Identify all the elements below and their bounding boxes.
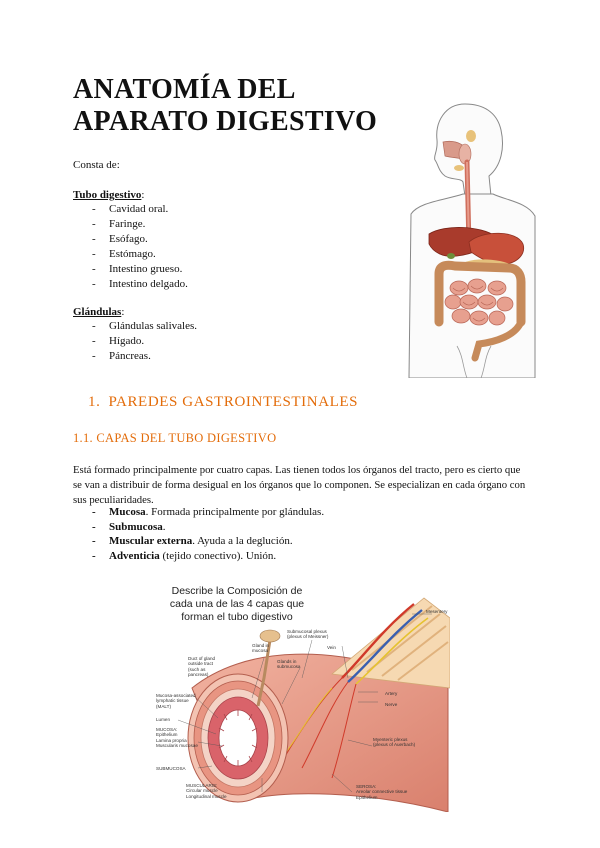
label-lumen: Lumen	[156, 717, 171, 722]
digestive-system-illustration	[405, 96, 540, 378]
body-paragraph: Está formado principalmente por cuatro capas. Las tienen todos los órganos del tracto, pero es cierto que se van a distribuir de forma desigual en los órganos que lo componen. Se especializan en cada órgano con sus peculiaridades.	[73, 464, 526, 506]
layer-desc: . Ayuda a la deglución.	[192, 535, 293, 547]
list-item: - Faringe.	[92, 217, 188, 232]
list-item: - Cavidad oral.	[92, 202, 188, 217]
figure-caption: Describe la Composición de cada una de las 4 capas que forman el tubo digestivo	[169, 585, 305, 623]
section-heading-1	[88, 394, 358, 411]
layer-name: Adventicia	[109, 549, 160, 562]
list-item	[92, 549, 324, 564]
glandulas-heading: Glándulas:	[73, 306, 125, 318]
label-malt: Mucosa-associated lymphatic tissue (MALT)	[156, 693, 196, 709]
title-line-1: ANATOMÍA DEL	[73, 74, 296, 105]
label-glands-submucosa: Glands in submucosa	[277, 659, 301, 670]
label-muscularis: MUSCULARIS: Circular muscle Longitudinal muscle	[186, 783, 227, 799]
tubo-list	[92, 202, 188, 292]
list-item	[92, 534, 324, 549]
consta-text: Consta de:	[73, 159, 120, 171]
list-item: - Esófago.	[92, 232, 188, 247]
list-item: - Páncreas.	[92, 349, 197, 364]
label-nerve: Nerve	[385, 702, 398, 707]
layer-name: Mucosa	[109, 506, 146, 518]
tubo-label: Tubo digestivo	[73, 189, 142, 201]
label-serosa: SEROSA: Areolar connective tissue Epithelium	[356, 784, 408, 800]
layer-desc: (tejido conectivo). Unión.	[159, 549, 277, 562]
label-gland-mucosa: Gland in mucosa	[252, 643, 270, 654]
page-title	[73, 74, 377, 138]
list-item	[92, 520, 324, 535]
title-line-2: APARATO DIGESTIVO	[73, 106, 378, 137]
list-item	[92, 505, 324, 520]
layers-list	[92, 505, 324, 563]
list-item: - Intestino delgado.	[92, 277, 188, 292]
list-item: - Estómago.	[92, 247, 188, 262]
layer-name: Muscular externa	[109, 535, 193, 547]
label-vein: Vein	[327, 645, 336, 650]
tubo-heading: Tubo digestivo:	[73, 189, 145, 201]
layer-desc: .	[162, 520, 166, 533]
label-artery: Artery	[385, 691, 398, 696]
list-item: - Glándulas salivales.	[92, 319, 197, 334]
list-item: - Hígado.	[92, 334, 197, 349]
glandulas-label: Glándulas	[73, 306, 122, 318]
layer-name: Submucosa	[109, 520, 163, 533]
layer-desc: . Formada principalmente por glándulas.	[145, 506, 325, 518]
label-mucosa: MUCOSA: Epithelium Lamina propria Muscularis mucosae	[156, 727, 198, 749]
label-myenteric-plexus: Myenteric plexus (plexus of Auerbach)	[373, 737, 416, 748]
section-heading-1-1: 1.1. CAPAS DEL TUBO DIGESTIVO	[73, 431, 277, 445]
glandulas-list	[92, 319, 197, 364]
label-mesentery: Mesentery	[426, 609, 448, 614]
section-number: 1.	[88, 394, 101, 410]
label-duct: Duct of gland outside tract (such as pancreas)	[188, 656, 216, 678]
section-title: PAREDES GASTROINTESTINALES	[108, 394, 359, 410]
label-submucosa: SUBMUCOSA	[156, 766, 186, 771]
label-submucosal-plexus: Submucosal plexus (plexus of Meissner)	[287, 629, 329, 640]
list-item: - Intestino grueso.	[92, 262, 188, 277]
